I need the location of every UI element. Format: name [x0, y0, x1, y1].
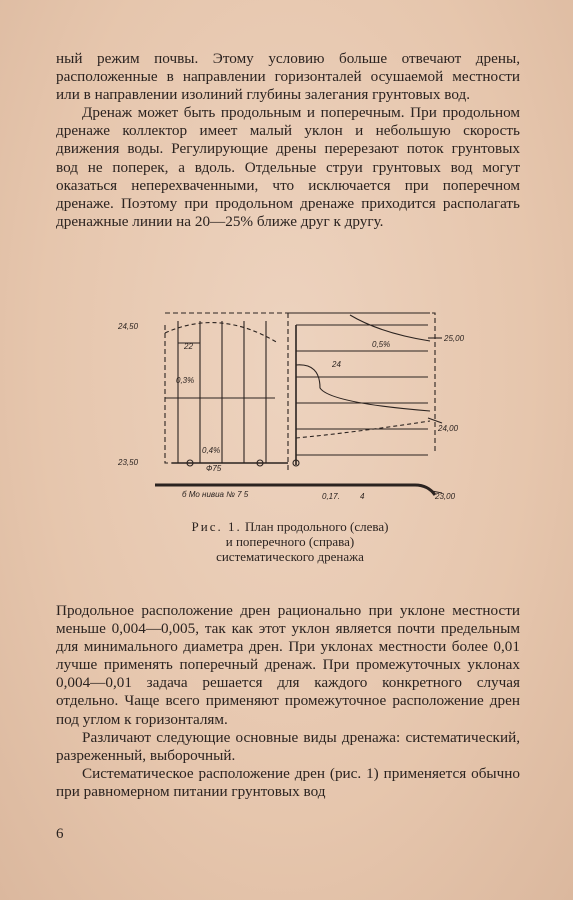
paragraph: Различают следующие основные виды дренажа: систематический, разреженный, выборочный. [56, 728, 520, 764]
paragraph: ный режим почвы. Этому условию больше отвечают дрены, расположенные в направлении горизонталей осушаемой местности или в направлении изолиний глубины залегания грунтовых вод. [56, 50, 520, 104]
well-label: б Мо нивиа № 7 5 [182, 490, 249, 499]
left-plan-border [165, 325, 275, 463]
spacing-label: 22 [184, 342, 193, 351]
contour-curve [350, 315, 430, 341]
elevation-label: 23,50 [118, 458, 139, 467]
elevation-label: 25,00 [444, 334, 465, 343]
caption-line: систематического дренажа [216, 549, 364, 564]
caption-label: Рис. 1. [191, 519, 242, 534]
text-block-bottom [56, 602, 520, 801]
slope-label: 0,17. [322, 492, 340, 501]
caption-line: и поперечного (справа) [225, 534, 355, 549]
elevation-label: 24,00 [438, 424, 459, 433]
elevation-label: 24,50 [118, 322, 139, 331]
slope-label: 0,3% [176, 376, 195, 385]
slope-label: 0,4% [202, 446, 221, 455]
elevation-label: 23,00 [435, 492, 456, 501]
page-number: 6 [56, 826, 64, 842]
number-label: 4 [360, 492, 365, 501]
contour-curve [296, 365, 430, 411]
paragraph: Систематическое расположение дрен (рис. 1) применяется обычно при равномерном питании грунтовых вод [56, 764, 520, 800]
slope-label: 0,5% [372, 340, 391, 349]
caption-line: План продольного (слева) [245, 519, 389, 534]
dimension-label: 24 [332, 360, 341, 369]
right-plan-border [288, 313, 435, 453]
text-block-top [56, 50, 520, 231]
diameter-label: Ф75 [206, 464, 222, 473]
drainage-plan-diagram [110, 303, 470, 503]
paragraph: Продольное расположение дрен рационально при уклоне местности меньше 0,004—0,005, так как этот уклон является почти предельным для минимального диаметра дрен. При уклонах местности более 0,01 лучше применять поперечный дренаж. При промежуточных уклонах 0,004—0,01 задача решается для каждого конкретного случая отдельно. Чаще всего применяют промежуточное расположение дрен под углом к горизонталям. [56, 602, 520, 728]
figure-caption [150, 519, 430, 564]
paragraph: Дренаж может быть продольным и поперечным. При продольном дренаже коллектор имеет малый уклон и небольшую скорость движения воды. Регулирующие дрены перерезают поток грунтовых вод не поперек, а вдоль. Отдельные струи грунтовых вод могут оказаться неперехваченными, что исключается при поперечном дренаже. Поэтому при продольном дренаже приходится располагать дренажные линии на 20—25% ближе друг к другу. [56, 104, 520, 230]
drainage-plan-figure [110, 303, 470, 503]
